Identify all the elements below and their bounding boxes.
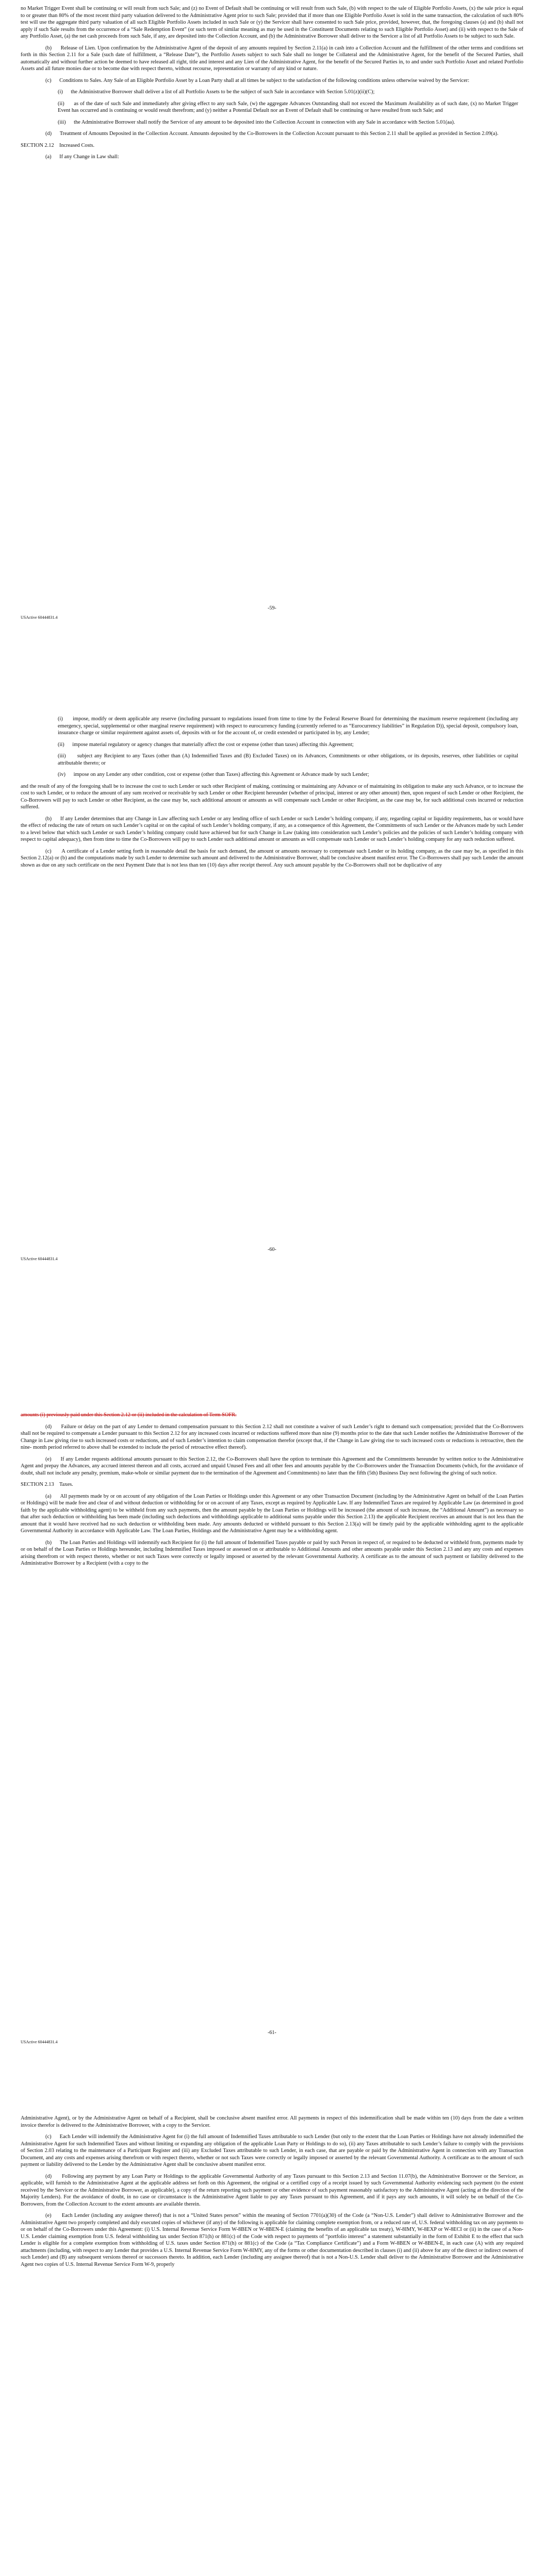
section-heading-2-12: SECTION 2.12 Increased Costs. bbox=[21, 142, 95, 148]
paragraph-e: (e) Each Lender (including any assignee thereof) that is not a “United States person” within the meaning of Section 7701(a)(30) of the Code (a “Non-U.S. Lender”) shall deliver to Administrative Borrower and the Administrative Agent two properly completed and duly executed copies of whichever (if any) of the following is applicable for claiming complete exemption from, or a reduced rate of, U.S. federal withholding tax on any payments to or on behalf of the Co-Borrowers under this Agreement: (i) U.S. Internal Revenue Service Form W-8BEN or W-8BEN-E (claiming the benefits of an applicable tax treaty), W-8IMY, W-8EXP or W-8ECI or (ii) in the case of a Non-U.S. Lender claiming exemption from U.S. federal withholding tax under Section 871(h) or 881(c) of the Code with respect to payments of “portfolio interest” a statement substantially in the form of Exhibit E to the effect that such Lender is eligible for a complete exemption from withholding of U.S. taxes under Section 871(h) or 881(c) of the Code (a “Tax Compliance Certificate”) and a Form W-8BEN or W-8BEN-E, in each case (A) with any required attachments (including, with respect to any Lender that provides a U.S. Internal Revenue Service Form W-8IMY, any of the forms or other documentation described in clauses (i) and (ii) above for any of the direct or indirect owners of such Lender) and (B) any subsequent versions thereof or successors thereto. In addition, each Lender (including any assignee thereof) that is not a Non-U.S. Lender shall deliver to the Administrative Borrower and the Administrative Agent two copies of U.S. Internal Revenue Service Form W-9, properly bbox=[21, 2213, 523, 2267]
document-id: USActive 60444831.4 bbox=[21, 615, 58, 620]
paragraph-change-in-law: (a) If any Change in Law shall: bbox=[45, 154, 119, 160]
paragraph-c: (c) Each Lender will indemnify the Administrative Agent for (i) the full amount of Indemnified Taxes attributable to such Lender (but only to the extent that the Loan Parties or Holdings have not already indemnified the Administrative Agent for such Indemnified Taxes and without limiting or expanding any obligation of the applicable Loan Party or Holdings to do so), (ii) any Taxes attributable to such Lender’s failure to comply with the provisions of Section 2.03 relating to the maintenance of a Participant Register and (iii) any Excluded Taxes attributable to such Lender, in each case, that are payable or paid by the Administrative Agent in connection with any Transaction Document, and any costs and expenses arising therefrom or with respect thereto, whether or not such Taxes were correctly or legally imposed or asserted by the relevant Governmental Authority. A certificate as to the amount of such payment or liability delivered to the Lender by the Administrative Agent shall be conclusive absent manifest error. bbox=[21, 2134, 523, 2167]
clause-i: (i) the Administrative Borrower shall deliver a list of all Portfolio Assets to be the subject of such Sale in accordance with Section 5.01(z)(ii)(C); bbox=[58, 89, 375, 95]
page-60 bbox=[0, 703, 544, 1406]
page-number: -59- bbox=[268, 605, 276, 611]
clause-i: (i) impose, modify or deem applicable any reserve (including pursuant to regulations issued from time to time by the Federal Reserve Board for determining the maximum reserve requirement (including any emergency, special, supplemental or other marginal reserve requirement) with respect to eurocurrency funding (currently referred to as “Eurocurrency liabilities” in Regulation D)), special deposit, compulsory loan, insurance charge or similar requirement against assets of, deposits with or for the account of, or credit extended or participated in by, any Lender; bbox=[58, 716, 518, 736]
paragraph-treatment-of-amounts: (d) Treatment of Amounts Deposited in the Collection Account. Amounts deposited by the Co-Borrowers in the Collection Account pursuant to this Section 2.11 shall be applied as provided in Section 2.09(a). bbox=[45, 131, 499, 137]
page-number: -61- bbox=[268, 2030, 276, 2036]
page-59 bbox=[0, 0, 544, 703]
paragraph-d: (d) Failure or delay on the part of any Lender to demand compensation pursuant to this Section 2.12 shall not constitute a waiver of such Lender’s right to demand such compensation; provided that the Co-Borrowers shall not be required to compensate a Lender pursuant to this Section 2.12 for any increased costs incurred or reductions suffered more than nine (9) months prior to the date that such Lender notifies the Administrative Borrower of the Change in Law giving rise to such increased costs or reductions, and of such Lender’s intention to claim compensation therefor (except that, if the Change in Law giving rise to such increased costs or reductions is retroactive, then the nine- month period referred to above shall be extended to include the period of retroactive effect thereof). bbox=[21, 1423, 523, 1450]
clause-ii: (ii) impose material regulatory or agency changes that materially affect the cost or expense (other than taxes) affecting this Agreement; bbox=[58, 741, 354, 748]
paragraph-b: (b) The Loan Parties and Holdings will indemnify each Recipient for (i) the full amount of Indemnified Taxes payable or paid by such Person in respect of, or required to be deducted or withheld from, payments made by or on behalf of the Loan Parties or Holdings hereunder, including Indemnified Taxes imposed or assessed on or attributable to Additional Amounts and other amounts payable under this Section 2.13 and any any costs and expenses arising therefrom or with respect thereto, whether or not such Taxes were correctly or legally imposed or asserted by the relevant Governmental Authority. A certificate as to the amount of such payment or liability delivered to the Administrative Borrower by a Recipient (with a copy to the bbox=[21, 1539, 523, 1566]
page-footer bbox=[21, 1247, 523, 1262]
clause-iii: (iii) subject any Recipient to any Taxes (other than (A) Indemnified Taxes and (B) Excluded Taxes) on its Advances, Commitments or other obligations, or its deposits, reserves, other liabilities or capital attributable thereto; or bbox=[58, 753, 518, 766]
paragraph-a: (a) All payments made by or on account of any obligation of the Loan Parties or Holdings under this Agreement or any other Transaction Document (including by the Administrative Agent on behalf of the Loan Parties or Holdings) will be made free and clear of and without deduction or withholding for or on account of any Taxes, except as required by Applicable Law. If any Indemnified Taxes are required by Applicable Law (as determined in good faith by the applicable withholding agent) to be withheld from any such payments, then the amount payable by the Loan Parties or Holdings will be increased (the amount of such increase, the “Additional Amount”) as necessary so that after such deduction or withholding has been made (including such deductions and withholdings applicable to additional sums payable under this Section 2.13) the applicable Recipient receives an amount that is not less than the amount that it would have received had no such deduction or withholding been made. Any amounts deducted or withheld pursuant to this Section 2.13(a) will be timely paid by the applicable withholding agent to the applicable Governmental Authority in accordance with Applicable Law. The Loan Parties, Holdings and the Administrative Agent may be a withholding agent. bbox=[21, 1493, 523, 1534]
clause-iii: (iii) the Administrative Borrower shall notify the Servicer of any amount to be deposited into the Collection Account in connection with any Sale in accordance with Section 5.01(aa). bbox=[58, 119, 455, 125]
paragraph: Administrative Agent), or by the Administrative Agent on behalf of a Recipient, shall be conclusive absent manifest error. All payments in respect of this indemnification shall be made within ten (10) days from the date a written invoice therefor is delivered to the Administrative Borrower, with a copy to the Servicer. bbox=[21, 2115, 523, 2128]
paragraph-e: (e) If any Lender requests additional amounts pursuant to this Section 2.12, the Co-Borrowers shall have the option to terminate this Agreement and the Commitments hereunder by written notice to the Administrative Agent and prepay the Advances, any accrued interest thereon and all costs, accrued and unpaid Unused Fees and all other fees and amounts payable by the Co-Borrowers under the Transaction Documents (which, for the avoidance of doubt, shall not include any penalty, premium, make-whole or similar payment due to the termination of the Agreement and Commitments) no later than the fifth (5th) Business Day next following the giving of such notice. bbox=[21, 1456, 523, 1476]
page-footer bbox=[21, 2030, 523, 2045]
deleted-text: amounts (i) previously paid under this Section 2.12 or (ii) included in the calculation of Term SOFR. bbox=[21, 1412, 237, 1418]
paragraph-conditions-to-sales: (c) Conditions to Sales. Any Sale of an Eligible Portfolio Asset by a Loan Party shall at all times be subject to the satisfaction of the following conditions unless otherwise waived by the Servicer: bbox=[45, 77, 470, 83]
paragraph: no Market Trigger Event shall be continuing or will result from such Sale; and (z) no Event of Default shall be continuing or will result from such Sale, (b) with respect to the sale of Eligible Portfolio Assets, (x) the sale price is equal to or greater than 80% of the most recent third party valuation delivered to the Administrative Agent prior to such Sale; provided that if more than one Eligible Portfolio Asset is sold in the same transaction, the calculation of such 80% test will use the aggregate third party valuation of all such Eligible Portfolio Assets included in such Sale or (y) the Servicer shall have consented to such Sale price, provided, however, that, the foregoing clauses (a) and (b) shall not apply if such Sale results from the occurrence of a “Sale Redemption Event” (or such term of similar meaning as may be used in the Constituent Documents relating to such Eligible Portfolio Asset) and (ii) with respect to the Sale of any Portfolio Asset, (a) the net cash proceeds from such Sale, if any, are deposited into the Collection Account, and (b) the Administrative Borrower shall deliver to the Servicer a list of all Portfolio Assets to be subject to such Sale. bbox=[21, 6, 523, 39]
section-heading-2-13: SECTION 2.13 Taxes. bbox=[21, 1482, 73, 1487]
struck-text bbox=[21, 1412, 523, 1419]
page-number: -60- bbox=[268, 1247, 276, 1252]
paragraph-b: (b) If any Lender determines that any Change in Law affecting such Lender or any lending office of such Lender or such Lender’s holding company, if any, regarding capital or liquidity requirements, has or would have the effect of reducing the rate of return on such Lender’s capital or on the capital of such Lender’s holding company, if any, as a consequence of this Agreement, the Commitments of such Lender or the Advances made by such Lender to a level below that which such Lender or such Lender’s holding company could have achieved but for such Change in Law (taking into consideration such Lender’s policies and the policies of such Lender’s holding company with respect to capital adequacy), then from time to time the Co-Borrowers will pay to such Lender such additional amount or amounts as will compensate such Lender or such Lender’s holding company for any such reduction suffered. bbox=[21, 816, 523, 842]
page-61 bbox=[0, 1406, 544, 2110]
page-footer bbox=[21, 605, 523, 621]
page-62 bbox=[0, 2110, 544, 2576]
paragraph-c: (c) A certificate of a Lender setting forth in reasonable detail the basis for such demand, the amount or amounts necessary to compensate such Lender or its holding company, as the case may be, as specified in this Section 2.12(a) or (b) and the computations made by such Lender to determine such amount and delivered to the Administrative Borrower, shall be conclusive absent manifest error. The Co-Borrowers shall pay such Lender the amount shown as due on any such certificate on the next Payment Date that is not less than ten (10) days after receipt thereof. Any such amount payable by the Co-Borrowers shall not be duplicative of any bbox=[21, 848, 523, 868]
paragraph: and the result of any of the foregoing shall be to increase the cost to such Lender or such other Recipient of making, continuing or maintaining any Advance or of maintaining its obligation to make any such Advance, or to increase the cost to such Lender, or to reduce the amount of any sum received or receivable by such Lender or other Recipient hereunder (whether of principal, interest or any other amount) then, upon request of such Lender or other Recipient, the Co-Borrowers will pay to such Lender or other Recipient, as the case may be, such additional amount or amounts as will compensate such Lender or other Recipient, as the case may be, for such additional costs incurred or reduction suffered. bbox=[21, 783, 523, 810]
paragraph-release-of-lien: (b) Release of Lien. Upon confirmation by the Administrative Agent of the deposit of any amounts required by Section 2.11(a) in cash into a Collection Account and the fulfillment of the other terms and conditions set forth in this Section 2.11 for a Sale (such date of fulfillment, a “Release Date”), the Portfolio Assets subject to such Sale shall no longer be Collateral and the Administrative Agent, for the benefit of the Secured Parties, shall automatically and without further action be deemed to have released all right, title and interest and any Lien of the Administrative Agent, for the benefit of the Secured Parties in, to and under such Portfolio Asset and related Portfolio Assets and all future monies due or to become due with respect thereto, without recourse, representation or warranty of any kind or nature. bbox=[21, 45, 523, 72]
document-id: USActive 60444831.4 bbox=[21, 1257, 58, 1261]
document-id: USActive 60444831.4 bbox=[21, 2040, 58, 2044]
paragraph-d: (d) Following any payment by any Loan Party or Holdings to the applicable Governmental Authority of any Taxes pursuant to this Section 2.13 and Section 11.07(b), the Administrative Borrower or the Servicer, as applicable, will furnish to the Administrative Agent at the applicable address set forth on this Agreement, the original or a certified copy of a receipt issued by such Governmental Authority evidencing such payment (to the extent received by the Servicer or the Administrative Borrower, as applicable), a copy of the return reporting such payment or other evidence of such payment reasonably satisfactory to the Administrative Agent (acting at the direction of the Majority Lenders). For the avoidance of doubt, in no case or circumstance is the Administrative Agent liable to pay any Taxes pursuant to this Agreement, and if it pays any such amounts, it will solely be on behalf of the Co- Borrowers, from the Collection Account to the extent amounts are available therein. bbox=[21, 2173, 523, 2207]
clause-ii: (ii) as of the date of such Sale and immediately after giving effect to any such Sale, (w) the aggregate Advances Outstanding shall not exceed the Maximum Availability as of such date, (x) no Market Trigger Event has occurred and is continuing or would result therefrom; and (y) neither a Potential Default nor an Event of Default shall be continuing or have resulted from such Sale; and bbox=[58, 100, 518, 113]
clause-iv: (iv) impose on any Lender any other condition, cost or expense (other than Taxes) affecting this Agreement or Advance made by such Lender; bbox=[58, 772, 369, 777]
